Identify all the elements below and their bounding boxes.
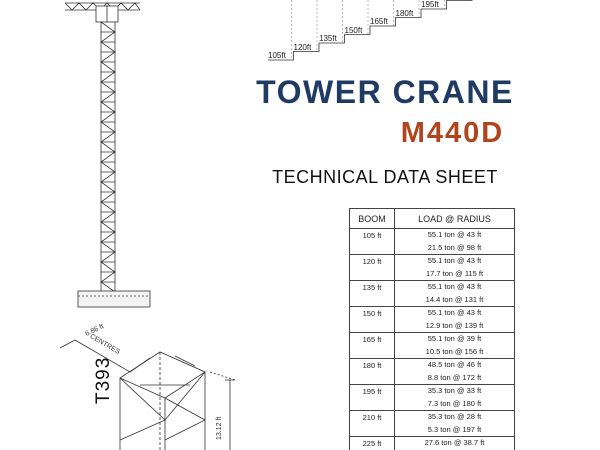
boom-length-label: 165ft [370, 17, 388, 26]
boom-length-label: 150ft [344, 25, 363, 35]
load-radius-cell [395, 385, 515, 411]
boom-length-cell: 135 ft [350, 281, 395, 307]
load-at-radius: 7.3 ton @ 180 ft [427, 398, 482, 408]
table-row [350, 333, 515, 359]
boom-length-label [447, 0, 465, 1]
table-header-row [350, 209, 515, 229]
load-at-radius: 10.5 ton @ 156 ft [425, 346, 484, 356]
model-number: M440D [400, 117, 505, 149]
boom-column-header: BOOM [350, 209, 395, 229]
load-at-radius: 14.4 ton @ 131 ft [425, 294, 484, 304]
load-at-radius: 55.1 ton @ 39 ft [427, 334, 482, 343]
table-row [350, 385, 515, 411]
boom-length-cell: 210 ft [350, 411, 395, 437]
boom-length-label: 120ft [293, 42, 312, 52]
load-at-radius: 8.8 ton @ 172 ft [427, 372, 482, 382]
load-radius-cell [395, 411, 515, 437]
load-radius-cell [395, 437, 515, 450]
load-at-radius: 55.1 ton @ 43 ft [427, 230, 482, 239]
centres-label: CENTRES [88, 333, 121, 356]
page-title: TOWER CRANE [256, 74, 514, 110]
table-row [350, 411, 515, 437]
load-radius-table [349, 208, 515, 450]
load-at-radius: 27.6 ton @ 38.7 ft [424, 438, 485, 447]
load-radius-cell [395, 333, 515, 359]
load-radius-cell [395, 229, 515, 255]
boom-length-cell: 105 ft [350, 229, 395, 255]
section-height-dimension: 13.12 ft [216, 416, 223, 440]
load-at-radius: 55.1 ton @ 43 ft [427, 308, 482, 317]
boom-length-label: 135ft [319, 34, 337, 43]
load-radius-cell [395, 255, 515, 281]
load-at-radius: 17.7 ton @ 115 ft [425, 268, 484, 278]
load-at-radius: 12.9 ton @ 139 ft [425, 320, 484, 330]
table-row [350, 307, 515, 333]
load-at-radius: 55.1 ton @ 43 ft [427, 256, 482, 265]
page-subtitle: TECHNICAL DATA SHEET [272, 167, 498, 187]
boom-length-cell: 225 ft [350, 437, 395, 450]
boom-length-cell: 195 ft [350, 385, 395, 411]
boom-length-cell: 165 ft [350, 333, 395, 359]
load-radius-cell [395, 281, 515, 307]
boom-length-cell: 180 ft [350, 359, 395, 385]
boom-length-cell: 120 ft [350, 255, 395, 281]
boom-length-label: 180ft [395, 8, 414, 18]
table-row [350, 281, 515, 307]
table-row [350, 255, 515, 281]
table-row [350, 437, 515, 450]
load-at-radius: 35.3 ton @ 33 ft [427, 386, 482, 395]
load-radius-cell [395, 359, 515, 385]
section-width-dimension: 6.86 ft [84, 323, 106, 338]
load-at-radius: 21.5 ton @ 98 ft [427, 242, 482, 252]
load-at-radius: 35.3 ton @ 28 ft [427, 412, 482, 421]
load-at-radius: 48.5 ton @ 46 ft [427, 360, 482, 369]
load-radius-column-header: LOAD @ RADIUS [395, 209, 515, 229]
boom-length-label: 195ft [421, 0, 439, 9]
boom-length-label: 105ft [268, 51, 286, 60]
mast-section-drawing [60, 340, 235, 450]
table-row [350, 229, 515, 255]
table-row [350, 359, 515, 385]
mast-section-label: T393 [93, 356, 114, 404]
boom-length-cell: 150 ft [350, 307, 395, 333]
load-at-radius: 55.1 ton @ 43 ft [427, 282, 482, 291]
load-radius-cell [395, 307, 515, 333]
load-at-radius: 5.3 ton @ 197 ft [427, 424, 482, 434]
